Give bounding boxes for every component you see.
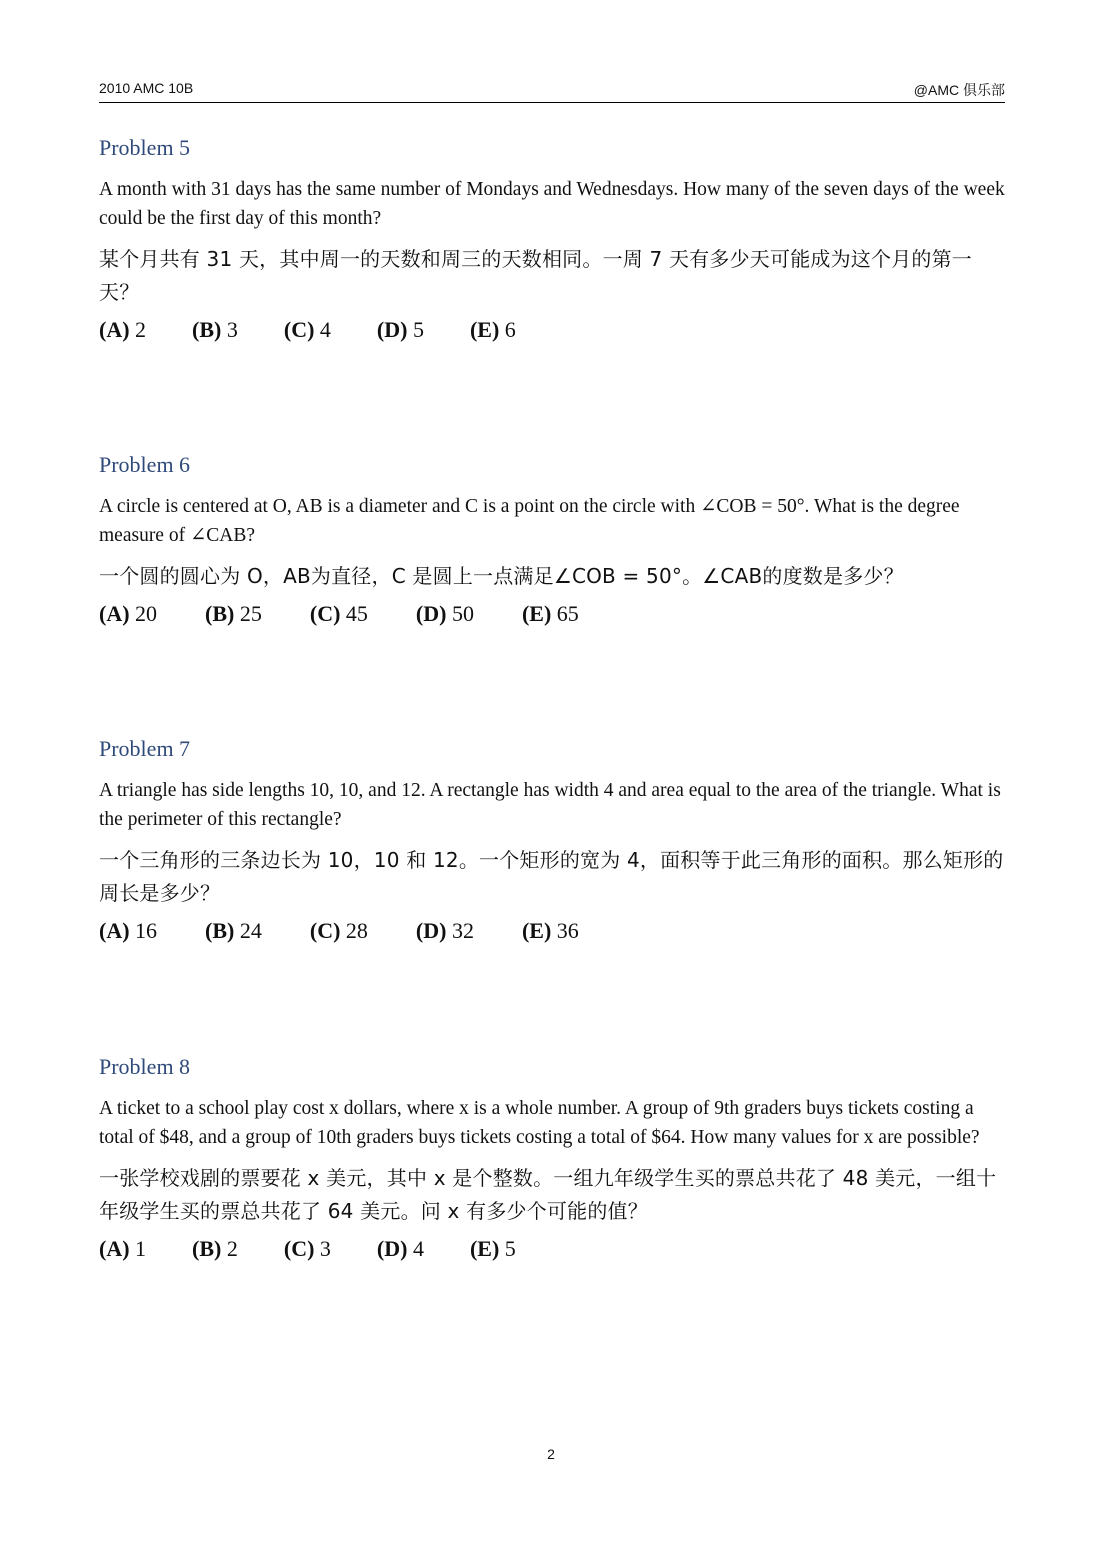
problem-text-zh: 一张学校戏剧的票要花 x 美元，其中 x 是个整数。一组九年级学生买的票总共花了 48 美元，一组十年级学生买的票总共花了 64 美元。问 x 有多少个可能的值？: [99, 1166, 997, 1223]
answer-choices: [99, 1234, 1005, 1264]
choice-a: (A) 20: [99, 601, 158, 626]
header-right-text: @AMC 俱乐部: [913, 82, 1005, 98]
choice-b: (B) 2: [192, 1236, 238, 1261]
problem-text-en: A ticket to a school play cost x dollars, where x is a whole number. A group of 9th graders buys tickets costing a total of $48, and a group of 10th graders buys tickets costing a total of $64. How many values for x are possible?: [99, 1098, 980, 1148]
problem-title: Problem 7: [99, 736, 191, 761]
problem-title: Problem 5: [99, 135, 191, 160]
choice-e: (E) 6: [469, 317, 516, 342]
page-number: 2: [547, 1446, 555, 1462]
problem-title: Problem 8: [99, 1054, 191, 1079]
choice-d: (D) 4: [376, 1236, 424, 1261]
choice-a: (A) 16: [99, 918, 158, 943]
choice-c: (C) 45: [309, 601, 368, 626]
problem-text-en: A month with 31 days has the same number of Mondays and Wednesdays. How many of the seven days of the week could be the first day of this month?: [99, 179, 1005, 229]
header-divider: [99, 102, 1005, 103]
choice-c: (C) 3: [283, 1236, 331, 1261]
choice-a: (A) 2: [99, 317, 147, 342]
page-header: [99, 80, 1005, 102]
answer-choices: [99, 916, 1005, 946]
problem-text-zh: 一个三角形的三条边长为 10，10 和 12。一个矩形的宽为 4，面积等于此三角形的面积。那么矩形的周长是多少？: [99, 848, 1004, 905]
problem-5: [99, 135, 1005, 345]
choice-c: (C) 4: [283, 317, 331, 342]
problem-text-en: A circle is centered at O, AB is a diameter and C is a point on the circle with ∠COB = 50°. What is the degree measure of ∠CAB?: [99, 496, 960, 546]
answer-choices: [99, 315, 1005, 345]
problem-title: Problem 6: [99, 452, 191, 477]
problem-8: [99, 1054, 1005, 1264]
answer-choices: [99, 599, 1005, 629]
choice-e: (E) 65: [521, 601, 579, 626]
choice-d: (D) 32: [415, 918, 474, 943]
choice-e: (E) 5: [469, 1236, 516, 1261]
choice-e: (E) 36: [521, 918, 579, 943]
problem-text-zh: 某个月共有 31 天，其中周一的天数和周三的天数相同。一周 7 天有多少天可能成为这个月的第一天？: [99, 247, 973, 304]
choice-b: (B) 3: [192, 317, 238, 342]
choice-b: (B) 24: [205, 918, 262, 943]
problem-text-en: A triangle has side lengths 10, 10, and 12. A rectangle has width 4 and area equal to the area of the triangle. What is the perimeter of this rectangle?: [99, 780, 1001, 830]
choice-c: (C) 28: [309, 918, 368, 943]
choice-d: (D) 5: [376, 317, 424, 342]
choice-b: (B) 25: [205, 601, 262, 626]
problem-7: [99, 736, 1005, 946]
choice-a: (A) 1: [99, 1236, 147, 1261]
header-left-text: 2010 AMC 10B: [99, 80, 194, 96]
problem-text-zh: 一个圆的圆心为 O，AB为直径，C 是圆上一点满足∠COB = 50°。∠CAB的度数是多少？: [99, 564, 904, 588]
problem-6: [99, 452, 1005, 629]
choice-d: (D) 50: [415, 601, 474, 626]
